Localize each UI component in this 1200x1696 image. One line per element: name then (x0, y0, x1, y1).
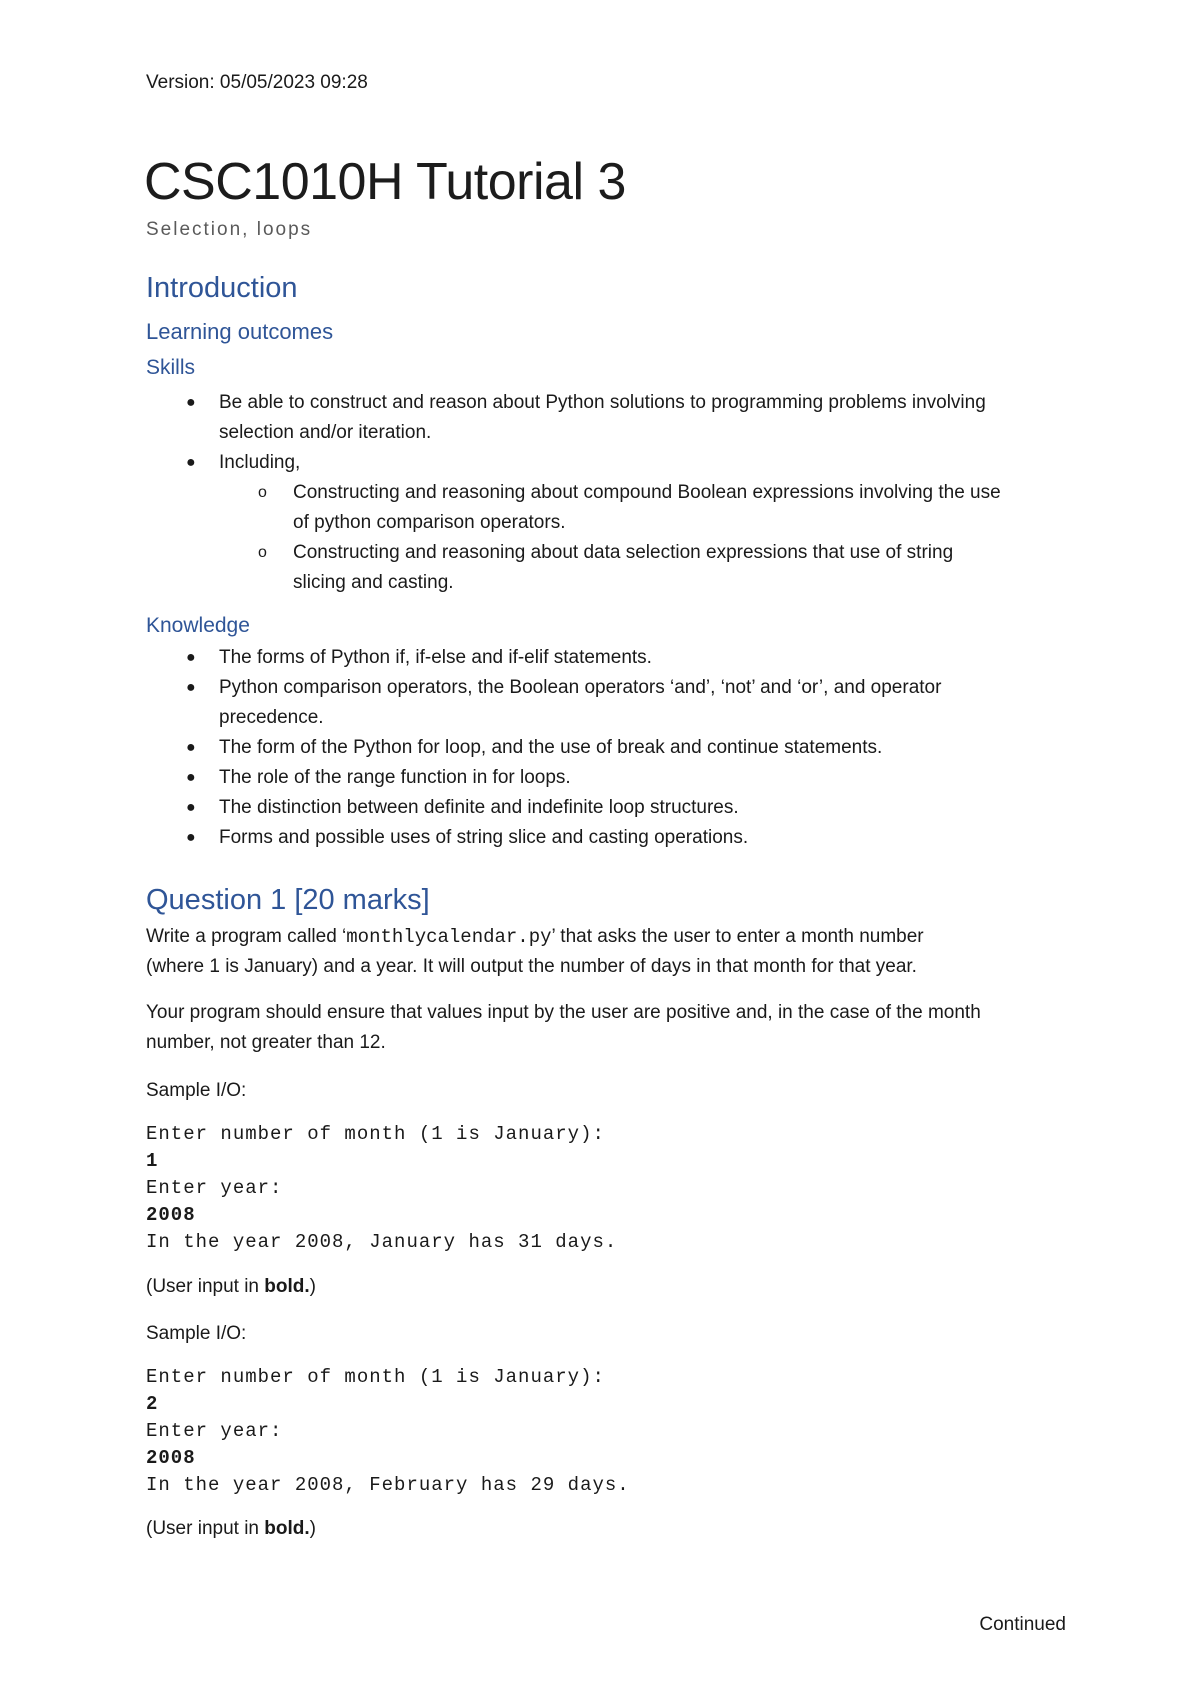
list-item: ● Be able to construct and reason about Python solutions to programming problems involving (146, 388, 1086, 418)
heading-skills: Skills (146, 356, 196, 379)
heading-learning-outcomes: Learning outcomes (146, 319, 334, 344)
bullet-icon: ● (186, 649, 196, 666)
list-item: ● The form of the Python for loop, and the use of break and continue statements. (146, 733, 1086, 763)
sample-io-label: Sample I/O: (146, 1080, 247, 1101)
version-stamp: Version: 05/05/2023 09:28 (146, 72, 368, 93)
code-line-input: 1 (146, 1150, 159, 1172)
bullet-icon: ● (186, 739, 196, 756)
code-line-input: 2 (146, 1393, 159, 1415)
list-item: ● Python comparison operators, the Boolean operators ‘and’, ‘not’ and ‘or’, and operator (146, 673, 1086, 703)
bullet-icon: ● (186, 454, 196, 471)
bullet-icon: ● (186, 394, 196, 411)
heading-knowledge: Knowledge (146, 614, 250, 637)
list-item: precedence. (219, 707, 324, 728)
code-line: In the year 2008, January has 31 days. (146, 1231, 618, 1253)
code-line: Enter year: (146, 1420, 283, 1442)
list-item: ● The role of the range function in for loops. (146, 763, 1086, 793)
sub-bullet-icon: o (258, 544, 267, 561)
sample-io-note: (User input in bold.) (146, 1276, 316, 1297)
heading-question-1: Question 1 [20 marks] (146, 884, 430, 916)
list-item: ● Forms and possible uses of string slice and casting operations. (146, 823, 1086, 853)
bullet-icon: ● (186, 829, 196, 846)
question-1-paragraph-1: Write a program called ‘monthlycalendar.py’ that asks the user to enter a month number (where 1 is January) and a year. It will output the number of days in that month for that year. (146, 926, 924, 977)
code-line-input: 2008 (146, 1447, 196, 1469)
skills-sub-list (146, 478, 1086, 598)
code-line: Enter year: (146, 1177, 283, 1199)
list-item: slicing and casting. (293, 572, 454, 593)
sample-io-note: (User input in bold.) (146, 1518, 316, 1539)
list-item: o Constructing and reasoning about compound Boolean expressions involving the use (146, 478, 1086, 508)
code-line: Enter number of month (1 is January): (146, 1123, 605, 1145)
skills-list (146, 388, 1086, 478)
list-item: of python comparison operators. (293, 512, 566, 533)
sample-io-label: Sample I/O: (146, 1323, 247, 1344)
bullet-icon: ● (186, 769, 196, 786)
list-item: o Constructing and reasoning about data selection expressions that use of string (146, 538, 1086, 568)
code-line: In the year 2008, February has 29 days. (146, 1474, 630, 1496)
code-line-input: 2008 (146, 1204, 196, 1226)
filename: monthlycalendar.py (346, 926, 552, 948)
list-item: ● The forms of Python if, if-else and if-elif statements. (146, 643, 1086, 673)
bullet-icon: ● (186, 679, 196, 696)
list-item: selection and/or iteration. (219, 422, 432, 443)
sample-io-block-2 (146, 1364, 630, 1499)
sub-bullet-icon: o (258, 484, 267, 501)
continued-label: Continued (979, 1614, 1066, 1635)
bullet-icon: ● (186, 799, 196, 816)
heading-introduction: Introduction (146, 272, 298, 304)
document-title: CSC1010H Tutorial 3 (144, 153, 626, 211)
sample-io-block-1 (146, 1121, 617, 1256)
list-item: ● Including, (146, 448, 1086, 478)
list-item: ● The distinction between definite and indefinite loop structures. (146, 793, 1086, 823)
document-subtitle: Selection, loops (146, 219, 313, 240)
question-1-paragraph-2: Your program should ensure that values input by the user are positive and, in the case of the month number, not greater than 12. (146, 1002, 981, 1053)
knowledge-list (146, 643, 1086, 853)
code-line: Enter number of month (1 is January): (146, 1366, 605, 1388)
